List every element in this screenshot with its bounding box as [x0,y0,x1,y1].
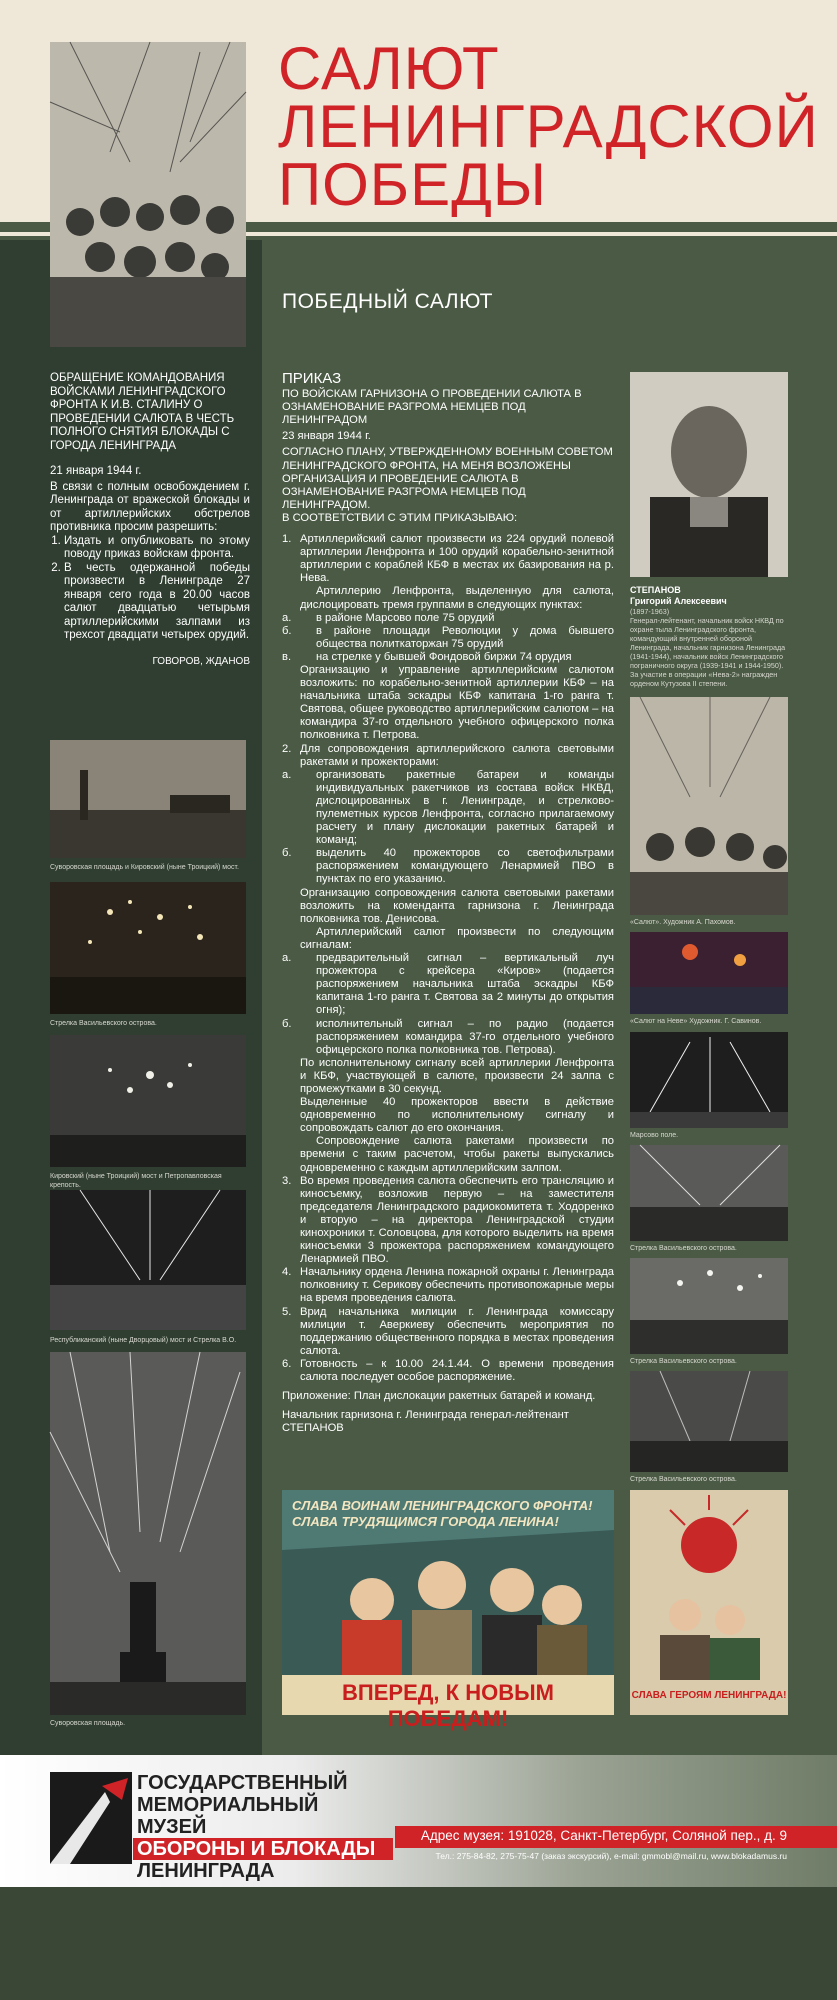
museum-logo-icon [50,1772,132,1864]
museum-name: ГОСУДАРСТВЕННЫЙ МЕМОРИАЛЬНЫЙ МУЗЕЙ ОБОРОНЫ И БЛОКАДЫ ЛЕНИНГРАДА [133,1772,393,1882]
order-item-1-para: Артиллерию Ленфронта, выделенную для салюта, дислоцировать тремя группами в следующих пунктах: [300,585,614,611]
photo-caption: Суворовская площадь и Кировский (ныне Троицкий) мост. [50,864,239,871]
photo-vasilyevsky-1 [630,1145,788,1241]
order-appendix: Приложение: План дислокации ракетных батарей и команд. [282,1390,596,1403]
photo-republican-bridge [50,1190,246,1330]
photo-mars-field [630,1032,788,1128]
appeal-body: В связи с полным освобождением г. Ленинграда от вражеской блокады и от артиллерийских обстрелов противника просим разрешить: [50,480,250,533]
order-intro: СОГЛАСНО ПЛАНУ, УТВЕРЖДЕННОМУ ВОЕННЫМ СОВЕТОМ ЛЕНИНГРАДСКОГО ФРОНТА, НА МЕНЯ ВОЗЛОЖЕНЫ ОРГАНИЗАЦИЯ И ПРОВЕДЕНИЕ САЛЮТА В ОЗНАМЕНОВАНИЕ РАЗГРОМА НЕМЦЕВ ПОД ЛЕНИНГРАДОМ. [282,446,613,511]
image-caption: Стрелка Васильевского острова. [630,1358,737,1365]
order-date: 23 января 1944 г. [282,430,371,443]
photo-suvorov-square [50,1352,246,1715]
order-signature: Начальник гарнизона г. Ленинграда генерал-лейтенант СТЕПАНОВ [282,1409,569,1435]
painting-salute-pakhomov [630,697,788,915]
appeal-text [50,372,250,668]
photo-caption: Республиканский (ныне Дворцовый) мост и Стрелка В.О. [50,1337,237,1344]
image-caption: Марсово поле. [630,1132,679,1139]
section-subtitle: ПОБЕДНЫЙ САЛЮТ [282,290,493,313]
image-caption: «Салют». Художник А. Пахомов. [630,919,736,926]
poster-forward-to-new-victories [282,1490,614,1731]
page-title: САЛЮТ ЛЕНИНГРАДСКОЙ ПОБЕДЫ [278,35,819,218]
poster-bottom-line: ВПЕРЕД, К НОВЫМ ПОБЕДАМ! [342,1680,554,1731]
poster-top-line-1: СЛАВА ВОИНАМ ЛЕНИНГРАДСКОГО ФРОНТА! [292,1498,593,1513]
appeal-heading: ОБРАЩЕНИЕ КОМАНДОВАНИЯ ВОЙСКАМИ ЛЕНИНГРАДСКОГО ФРОНТА К И.В. СТАЛИНУ О ПРОВЕДЕНИИ САЛЮТА В ЧЕСТЬ ПОЛНОГО СНЯТИЯ БЛОКАДЫ С ГОРОДА ЛЕНИНГРАДА [50,372,235,452]
photo-caption: Кировский (ныне Троицкий) мост и Петропавловская крепость. [50,1173,222,1189]
photo-caption: Суворовская площадь. [50,1720,126,1727]
image-caption: Стрелка Васильевского острова. [630,1245,737,1252]
poster-2-bottom-line: СЛАВА ГЕРОЯМ ЛЕНИНГРАДА! [631,1690,787,1701]
museum-contacts: Тел.: 275-84-82, 275-75-47 (заказ экскурсий), e-mail: gmmobl@mail.ru, www.blokadamus.ru [435,1851,787,1861]
painting-salute-on-neva [630,932,788,1014]
museum-address: Адрес музея: 191028, Санкт-Петербург, Соляной пер., д. 9 [420,1828,787,1843]
appeal-signature: ГОВОРОВ, ЖДАНОВ [152,655,250,667]
photo-kirov-bridge-fortress [50,1035,246,1167]
appeal-item: 1. Издать и опубликовать по этому поводу приказ войскам фронта. [64,535,250,562]
poster-top-line-2: СЛАВА ТРУДЯЩИМСЯ ГОРОДА ЛЕНИНА! [292,1514,559,1529]
stepanov-bio: СТЕПАНОВ Григорий Алексеевич (1897-1963) Генерал-лейтенант, начальник войск НКВД по охране тыла Ленинградского фронта, командующий внутренней обороной Ленинграда, начальник гарнизона Ленинграда (1941-1944), начальник войск Ленинградского пограничного округа (1939-1941 и 1944-1950). За участие в операции «Нева-2» награжден орденом Кутузова II степени. [630,585,786,688]
order-text: ПРИКАЗ ПО ВОЙСКАМ ГАРНИЗОНА О ПРОВЕДЕНИИ САЛЮТА В ОЗНАМЕНОВАНИЕ РАЗГРОМА НЕМЦЕВ ПОД ЛЕНИНГРАДОМ 23 января 1944 г. СОГЛАСНО ПЛАНУ, УТВЕРЖДЕННОМУ ВОЕННЫМ СОВЕТОМ ЛЕНИНГРАДСКОГО ФРОНТА, НА МЕНЯ ВОЗЛОЖЕНЫ ОРГАНИЗАЦИЯ И ПРОВЕДЕНИЕ САЛЮТА В ОЗНАМЕНОВАНИЕ РАЗГРОМА НЕМЦЕВ ПОД ЛЕНИНГРАДОМ. В СООТВЕТСТВИИ С ЭТИМ ПРИКАЗЫВАЮ: 1. Артиллерийский салют произвести из 224 орудий полевой артиллерии Ленфронта и 100 орудий корабельно-зенитной артиллерии с кораблей КБФ в местах их базирования на р. Нева. Артиллерию Ленфронта, выделенную для салюта, дислоцировать тремя группами в следующих пунктах: а. в районе Марсово поле 75 орудий б. в районе площади Революции у дома бывшего общества политкаторжан 75 орудий в. на стрелке у бывшей Фондовой биржи 74 орудия Организацию и управление артиллерийским салютом возложить: по корабельно-зенитной артиллерии КБФ – на начальника штаба эскадры КБФ капитана 1-го ранга т. Святова, общее руководство артиллерийским салютом – на командира 37-го отдельного учебного офицерского полка полковника т. Петрова. 2. Для сопровождения артиллерийского салюта световыми ракетами и прожекторами: а. организовать ракетные батареи и команды индивидуальных ракетчиков из состава войск НКВД, дислоцированных в г. Ленинграде, и стрелково-пулеметных курсов Ленфронта, согласно прилагаемому расчету и плану дислокации ракетных батарей и команд; б. выделить 40 прожекторов со светофильтрами распоряжением командующего Ленармией ПВО в пунктах по его указанию. Организацию сопровождения салюта световыми ракетами возложить на коменданта гарнизона г. Ленинграда полковника тов. Денисова. Артиллерийский салют произвести по следующим сигналам: а. предварительный сигнал – вертикальный луч прожектора с крейсера «Киров» (подается распоряжением начальника штаба эскадры КБФ капитана 1-го ранга т. Святова за 2 минуты до открытия огня); б. исполнительный сигнал – по радио (подается распоряжением командира 37-го отдельного учебного офицерского полка полковника тов. Петрова). По исполнительному сигналу всей артиллерии Ленфронта и КБФ, участвующей в салюте, произвести 24 залпа с промежутками в 30 секунд. Выделенные 40 прожекторов ввести в действие одновременно по исполнительному сигналу и сопровождать салют до его окончания. Сопровождение салюта ракетами произвести по времени с таким расчетом, чтобы ракеты выпускались одновременно с каждым артиллерийским залпом. 3. Во время проведения салюта обеспечить его трансляцию и киносъемку, возложив первую – на заместителя председателя Ленинградского радиокомитета т. Ходоренко и вторую – на директора Ленинградской студии кинохроники т. Соловцова, для которого выделить на время киносъемки 3 прожектора распоряжением командующего Ленармией ПВО. 4. Начальнику ордена Ленина пожарной охраны г. Ленинграда полковнику т. Серикову обеспечить противопожарные меры на время проведения салюта. 5. Врид начальника милиции г. Ленинграда комиссару милиции т. Аверкиеву обеспечить мероприятия по поддержанию общественного порядка в местах проведения салюта. 6. Готовность – к 10.00 24.1.44. О времени проведения салюта последует особое распоряжение. Приложение: План дислокации ракетных батарей и команд. Начальник гарнизона г. Ленинграда генерал-лейтенант СТЕПАНОВ [282,370,614,1435]
photo-vasilyevsky-2 [630,1258,788,1354]
crowd-engraving-image [50,42,246,347]
photo-vasilyevsky-3 [630,1371,788,1472]
photo-caption: Стрелка Васильевского острова. [50,1020,157,1027]
appeal-date: 21 января 1944 г. [50,465,142,477]
footer-bottom [0,1887,837,2000]
stepanov-portrait [630,372,788,577]
image-caption: «Салют на Неве» Художник. Г. Савинов. [630,1018,762,1025]
poster-glory-to-heroes [630,1490,788,1715]
photo-suvorov-square-bridge [50,740,246,858]
order-item-1: Артиллерийский салют произвести из 224 орудий полевой артиллерии Ленфронта и 100 орудий корабельно-зенитной артиллерии с кораблей КБФ в местах их базирования на р. Нева. [300,533,614,585]
order-heading: ПРИКАЗ [282,370,342,387]
order-intro-2: В СООТВЕТСТВИИ С ЭТИМ ПРИКАЗЫВАЮ: [282,511,518,524]
photo-vasilyevsky-spit [50,882,246,1014]
image-caption: Стрелка Васильевского острова. [630,1476,737,1483]
order-item-2: Для сопровождения артиллерийского салюта световыми ракетами и прожекторами: [300,742,614,768]
order-subheading: ПО ВОЙСКАМ ГАРНИЗОНА О ПРОВЕДЕНИИ САЛЮТА В ОЗНАМЕНОВАНИЕ РАЗГРОМА НЕМЦЕВ ПОД ЛЕНИНГРАДОМ [282,388,582,427]
appeal-item: 2. В честь одержанной победы произвести в Ленинграде 27 января сего года в 20.00 часов салют двадцатью четырьмя артиллерийскими залпами из трехсот двадцати четырех орудий. [64,562,250,643]
order-item-1-org: Организацию и управление артиллерийским салютом возложить: по корабельно-зенитной артиллерии КБФ – на начальника штаба эскадры КБФ капитана 1-го ранга т. Святова, общее руководство артиллерийским салютом – на командира 37-го отдельного учебного офицерского полка полковника т. Петрова. [300,663,614,742]
